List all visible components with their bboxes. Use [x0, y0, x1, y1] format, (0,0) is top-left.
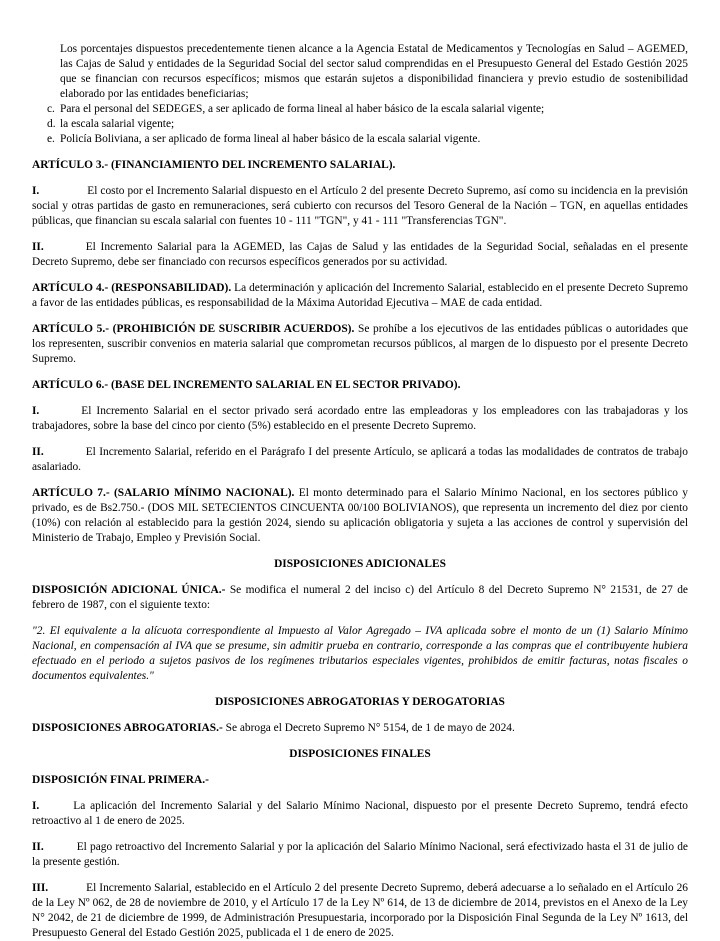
list-item-text: Policía Boliviana, a ser aplicado de forma lineal al haber básico de la escala salarial vigente.	[60, 133, 481, 145]
paragraph-number: I.	[32, 800, 40, 812]
list-marker: e.	[47, 133, 55, 145]
paragraph-text: La aplicación del Incremento Salarial y del Salario Mínimo Nacional, dispuesto por el presente Decreto Supremo, tendrá efecto retroactivo al 1 de enero de 2025.	[32, 800, 688, 827]
article-6-heading: ARTÍCULO 6.- (BASE DEL INCREMENTO SALARIAL EN EL SECTOR PRIVADO).	[32, 379, 461, 391]
list-item-text: la escala salarial vigente;	[60, 118, 175, 130]
list-item	[32, 117, 688, 132]
disposicion-final-paragraph-1	[32, 799, 688, 829]
intro-list	[32, 102, 688, 147]
list-item	[32, 102, 688, 117]
section-title-finales: DISPOSICIONES FINALES	[289, 748, 431, 760]
disposicion-final-heading: DISPOSICIÓN FINAL PRIMERA.-	[32, 774, 209, 786]
paragraph-number: II.	[32, 241, 44, 253]
article-6-paragraph-1	[32, 404, 688, 434]
disposiciones-abrogatorias-heading: DISPOSICIONES ABROGATORIAS.-	[32, 722, 223, 734]
article-7-heading: ARTÍCULO 7.- (SALARIO MÍNIMO NACIONAL).	[32, 487, 295, 499]
paragraph-text: El Incremento Salarial para la AGEMED, las Cajas de Salud y las entidades de la Seguridad Social, señaladas en el presente Decreto Supremo, debe ser financiado con recursos específicos generados por su actividad.	[32, 241, 688, 268]
disposicion-adicional-heading: DISPOSICIÓN ADICIONAL ÚNICA.-	[32, 584, 226, 596]
section-title-adicionales: DISPOSICIONES ADICIONALES	[274, 558, 446, 570]
article-4-heading: ARTÍCULO 4.- (RESPONSABILIDAD).	[32, 282, 232, 294]
article-4	[32, 281, 688, 311]
list-item	[32, 132, 688, 147]
list-marker: d.	[47, 118, 56, 130]
disposicion-adicional-text: Se modifica el numeral 2 del inciso c) del Artículo 8 del Decreto Supremo N° 21531, de 27 de febrero de 1987, con el siguiente texto:	[32, 584, 688, 611]
paragraph-text: El costo por el Incremento Salarial dispuesto en el Artículo 2 del presente Decreto Supremo, así como su incidencia en la previsión social y otras partidas de gasto en remuneraciones, será cubierto con recursos del Tesoro General de la Nación – TGN, en aquellas entidades públicas, que financian su escala salarial con fuentes 10 - 111 "TGN", y 41 - 111 "Transferencias TGN".	[32, 185, 688, 227]
disposicion-final-paragraph-3	[32, 881, 688, 941]
paragraph-text: El Incremento Salarial, referido en el Parágrafo I del presente Artículo, se aplicará a todas las modalidades de contratos de trabajo asalariado.	[32, 446, 688, 473]
paragraph-number: II.	[32, 841, 44, 853]
paragraph-number: I.	[32, 405, 40, 417]
disposicion-final-paragraph-2	[32, 840, 688, 870]
article-7	[32, 486, 688, 546]
paragraph-number: III.	[32, 882, 49, 894]
disposiciones-abrogatorias	[32, 721, 688, 736]
document-page	[32, 42, 688, 941]
article-5-text: Se prohíbe a los ejecutivos de las entidades públicas o autoridades que los representen, suscribir convenios en materia salarial que comprometan recursos públicos, al margen de lo dispuesto por el presente Decreto Supremo.	[32, 323, 688, 365]
paragraph-number: I.	[32, 185, 40, 197]
article-6-paragraph-2	[32, 445, 688, 475]
article-3-paragraph-2	[32, 240, 688, 270]
paragraph-text: El Incremento Salarial, establecido en el Artículo 2 del presente Decreto Supremo, deberá adecuarse a lo señalado en el Artículo 26 de la Ley Nº 062, de 28 de noviembre de 2010, y el Artículo 17 de la Ley Nº 614, de 13 de diciembre de 2014, previstos en el Anexo de la Ley N° 2042, de 21 de diciembre de 1999, de Administración Presupuestaria, incorporado por la Disposición Final Segunda de la Ley Nº 1613, del Presupuesto General del Estado Gestión 2025, publicada el 1 de enero de 2025.	[32, 882, 688, 939]
paragraph-text: El pago retroactivo del Incremento Salarial y por la aplicación del Salario Mínimo Nacional, será efectivizado hasta el 31 de julio de la presente gestión.	[32, 841, 688, 868]
article-3-paragraph-1	[32, 184, 688, 229]
article-7-text: El monto determinado para el Salario Mínimo Nacional, en los sectores público y privado, es de Bs2.750.- (DOS MIL SETECIENTOS CINCUENTA 00/100 BOLIVIANOS), que representa un incremento del diez por ciento (10%) con relación al establecido para la gestión 2024, siendo su aplicación obligatoria y sujeta a las acciones de control y supervisión del Ministerio de Trabajo, Empleo y Previsión Social.	[32, 487, 689, 544]
disposicion-adicional	[32, 583, 688, 613]
section-title-abrogatorias: DISPOSICIONES ABROGATORIAS Y DEROGATORIAS	[215, 696, 505, 708]
list-item-text: Para el personal del SEDEGES, a ser aplicado de forma lineal al haber básico de la escala salarial vigente;	[60, 103, 545, 115]
intro-paragraph: Los porcentajes dispuestos precedentemente tienen alcance a la Agencia Estatal de Medicamentos y Tecnologías en Salud – AGEMED, las Cajas de Salud y entidades de la Seguridad Social del sector salud comprendidas en el Presupuesto General del Estado Gestión 2025 que se financian con recursos específicos; mismos que estarán sujetos a disponibilidad financiera y previo estudio de sostenibilidad elaborado por las entidades beneficiarias;	[60, 43, 688, 100]
article-3-heading: ARTÍCULO 3.- (FINANCIAMIENTO DEL INCREMENTO SALARIAL).	[32, 159, 396, 171]
article-5-heading: ARTÍCULO 5.- (PROHIBICIÓN DE SUSCRIBIR ACUERDOS).	[32, 323, 355, 335]
article-5	[32, 322, 688, 367]
paragraph-text: El Incremento Salarial en el sector privado será acordado entre las empleadoras y los empleadores con las trabajadoras y los trabajadores, sobre la base del cinco por ciento (5%) establecido en el presente Decreto Supremo.	[32, 405, 688, 432]
disposiciones-abrogatorias-text: Se abroga el Decreto Supremo N° 5154, de 1 de mayo de 2024.	[225, 722, 515, 734]
quoted-text: "2. El equivalente a la alícuota correspondiente al Impuesto al Valor Agregado – IVA aplicada sobre el monto de un (1) Salario Mínimo Nacional, en compensación al IVA que se presume, sin admitir prueba en contrario, corresponde a las compras que el contribuyente hubiera efectuado en el periodo a sujetos pasivos de los regímenes tributarios especiales vigentes, prohibidos de emitir facturas, notas fiscales o documentos equivalentes."	[32, 625, 688, 682]
article-4-text: La determinación y aplicación del Incremento Salarial, establecido en el presente Decreto Supremo a favor de las entidades públicas, es responsabilidad de la Máxima Autoridad Ejecutiva – MAE de cada entidad.	[32, 282, 688, 309]
paragraph-number: II.	[32, 446, 44, 458]
list-marker: c.	[47, 103, 55, 115]
